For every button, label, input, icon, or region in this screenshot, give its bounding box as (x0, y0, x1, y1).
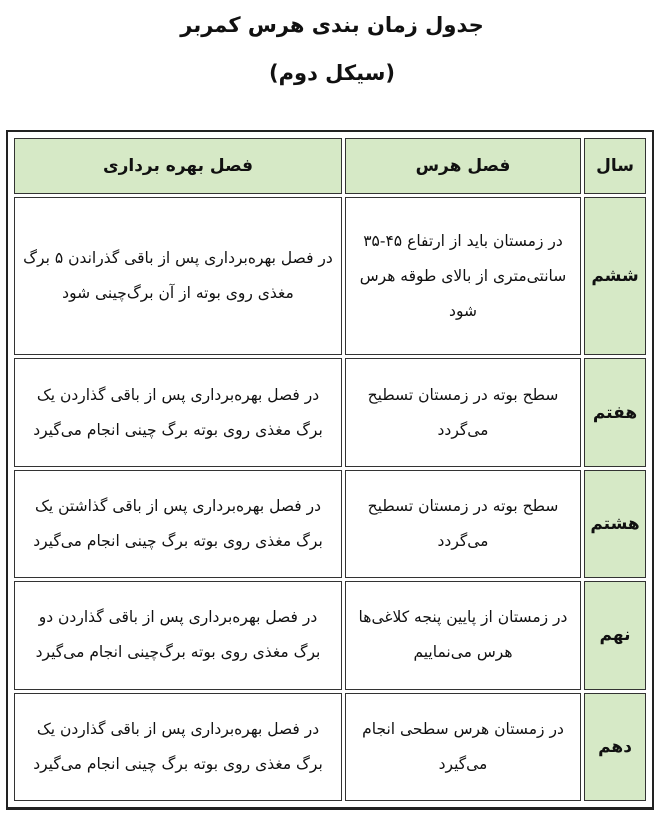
schedule-table-frame (6, 130, 654, 810)
header-year: سال (584, 138, 646, 194)
row-year: دهم (584, 693, 646, 801)
row-harvest: در فصل بهره‌برداری پس از باقی گذاشتن یک برگ مغذی روی بوته برگ چینی انجام می‌گیرد (14, 470, 342, 578)
row-pruning: در زمستان باید از ارتفاع ۴۵-۳۵ سانتی‌متری از بالای طوقه هرس شود (345, 197, 581, 355)
row-harvest: در فصل بهره‌برداری پس از باقی گذاردن یک برگ مغذی روی بوته برگ چینی انجام می‌گیرد (14, 693, 342, 801)
row-pruning: در زمستان هرس سطحی انجام می‌گیرد (345, 693, 581, 801)
row-harvest: در فصل بهره‌برداری پس از باقی گذاردن دو برگ مغذی روی بوته برگ‌چینی انجام می‌گیرد (14, 581, 342, 689)
page-title: جدول زمان بندی هرس کمربر (180, 13, 484, 37)
table-row (14, 358, 646, 466)
table-row (14, 581, 646, 689)
table-row (14, 197, 646, 355)
row-year: ششم (584, 197, 646, 355)
header-harvest-season: فصل بهره برداری (14, 138, 342, 194)
row-year: نهم (584, 581, 646, 689)
schedule-table (11, 135, 649, 804)
row-year: هفتم (584, 358, 646, 466)
page-subtitle: (سیکل دوم) (269, 61, 395, 85)
row-pruning: سطح بوته در زمستان تسطیح می‌گردد (345, 470, 581, 578)
row-harvest: در فصل بهره‌برداری پس از باقی گذاردن یک برگ مغذی روی بوته برگ چینی انجام می‌گیرد (14, 358, 342, 466)
row-pruning: سطح بوته در زمستان تسطیح می‌گردد (345, 358, 581, 466)
header-pruning-season: فصل هرس (345, 138, 581, 194)
table-row (14, 470, 646, 578)
row-pruning: در زمستان از پایین پنجه کلاغی‌ها هرس می‌نماییم (345, 581, 581, 689)
table-row (14, 693, 646, 801)
row-harvest: در فصل بهره‌برداری پس از باقی گذراندن ۵ برگ مغذی روی بوته از آن برگ‌چینی شود (14, 197, 342, 355)
row-year: هشتم (584, 470, 646, 578)
table-header-row (14, 138, 646, 194)
